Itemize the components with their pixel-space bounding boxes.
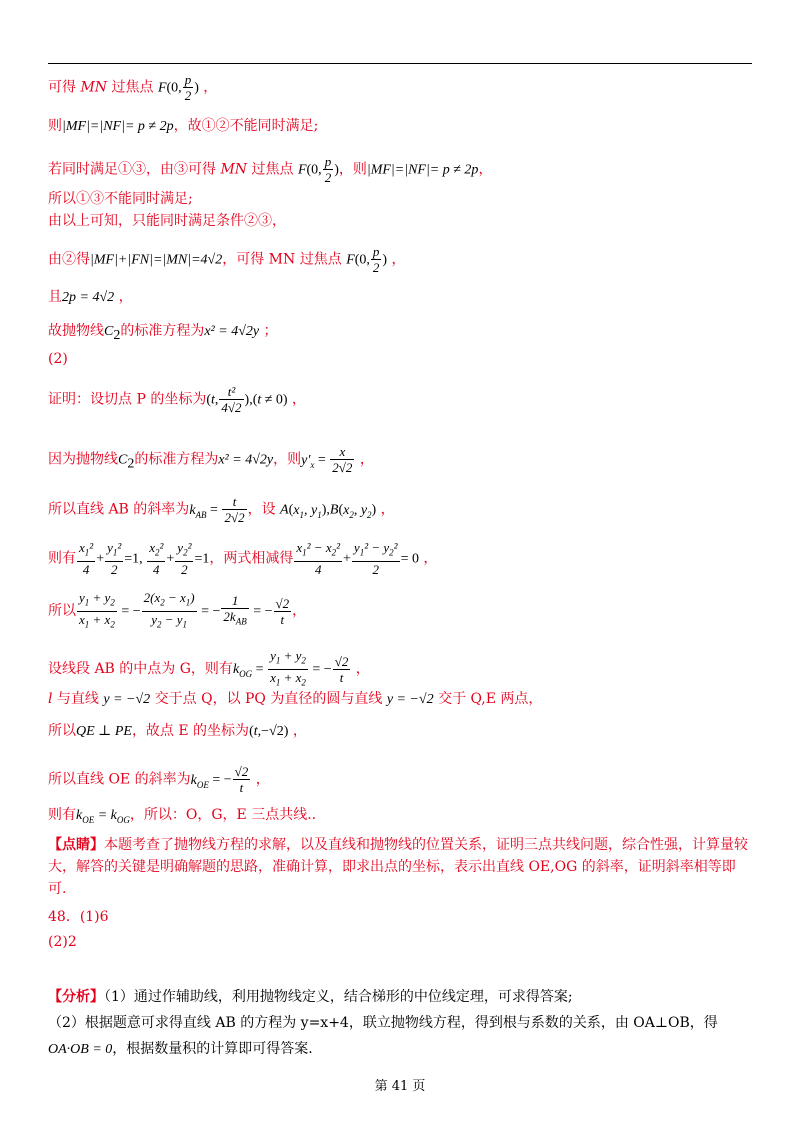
line-13: 则有 $\frac{x_1^2}{4}$ + $\frac{y_1^2}{2}$ =1, $\frac{x_2^2}{4}$ + $\frac{y_2^2}{2}$ =1，两式相减得 $\frac{x_1^2 - x_2^2}{4}$ + $\frac{y_1^2 - y_2^2}{2}$ = 0 ， <box>48 540 438 577</box>
analysis-line-1: 【分析】（1）通过作辅助线，利用抛物线定义，结合梯形的中位线定理，可求得答案; <box>48 989 573 1005</box>
comment-tag: 【点睛】 <box>48 837 104 853</box>
header-rule <box>48 63 752 64</box>
line-2: 则|MF|=|NF|= p ≠ 2p，故①②不能同时满足; <box>48 118 319 134</box>
page-number: 第 41 页 <box>374 1079 426 1094</box>
line-10: 证明：设切点 P 的坐标为(t, $\frac{\text{t²}}{4√2}$ ),(t ≠ 0) ， <box>48 384 307 415</box>
line-1: 可得 MN 过焦点 F(0, $\frac{p}{2}$ ) ， <box>48 72 218 103</box>
line-9: (2) <box>48 351 68 367</box>
analysis-line-2: （2）根据题意可求得直线 AB 的方程为 y=x+4，联立抛物线方程，得到根与系数的关系，由 OA⊥OB，得 <box>48 1015 718 1031</box>
line-18: 所以直线 OE 的斜率为$k_{OE}$ = − $\frac{√2}{t}$ ， <box>48 764 270 795</box>
line-6: 由②得|MF|+|FN|=|MN|=4√2，可得 MN 过焦点 F(0, $\frac{p}{2}$ ) ， <box>48 244 406 275</box>
line-7: 且2p = 4√2 ， <box>48 289 133 305</box>
line-16: l 与直线 y = −√2 交于点 Q，以 PQ 为直径的圆与直线 y = −√2 交于 Q,E 两点， <box>48 691 543 707</box>
comment-paragraph <box>48 834 754 900</box>
line-3: 若同时满足①③，由③可得 MN 过焦点 F(0, $\frac{p}{2}$ )，则|MF|=|NF|= p ≠ 2p， <box>48 154 493 185</box>
analysis-tag: 【分析】 <box>48 989 104 1005</box>
comment-text: 本题考查了抛物线方程的求解，以及直线和抛物线的位置关系，证明三点共线问题，综合性强，计算量较大，解答的关键是明确解题的思路，准确计算，即求出点的坐标，表示出直线 OE,OG 的斜率，证明斜率相等即可. <box>48 837 748 897</box>
line-17: 所以QE ⊥ PE，故点 E 的坐标为(t,−√2) ， <box>48 723 307 739</box>
line-5: 由以上可知，只能同时满足条件②③， <box>48 213 286 229</box>
answer-48-part1: 48．(1)6 <box>48 909 109 925</box>
line-12: 所以直线 AB 的斜率为$k_{AB}$ = $\frac{t}{2√2}$ ，设 $A(x_1$, $y_1),B(x_2$, $y_2$) ， <box>48 494 395 525</box>
line-15: 设线段 AB 的中点为 G，则有$k_{OG}$ = $\frac{y_1 + y_2}{x_1 + x_2}$ = − $\frac{√2}{t}$ ， <box>48 648 370 688</box>
line-8: 故抛物线$C_2$的标准方程为x² = 4√2y ； <box>48 323 278 343</box>
answer-48-part2: (2)2 <box>48 934 77 950</box>
line-14: 所以 $\frac{y_1 + y_2}{x_1 + x_2}$ = − $\frac{2(x_2 - x_1)}{y_2 - y_1}$ = − $\frac{1}{2k_{AB}}$ = − $\frac{√2}{t}$ ， <box>48 590 307 630</box>
analysis-line-3: OA·OB = 0，根据数量积的计算即可得答案. <box>48 1041 313 1057</box>
line-11: 因为抛物线$C_2$的标准方程为x² = 4√2y，则$y'_x$ = $\frac{x}{2√2}$ ， <box>48 444 374 475</box>
line-4: 所以①③不能同时满足; <box>48 191 193 207</box>
line-19: 则有$k_{OE} = k_{OG}$，所以：O，G，E 三点共线.. <box>48 807 317 825</box>
